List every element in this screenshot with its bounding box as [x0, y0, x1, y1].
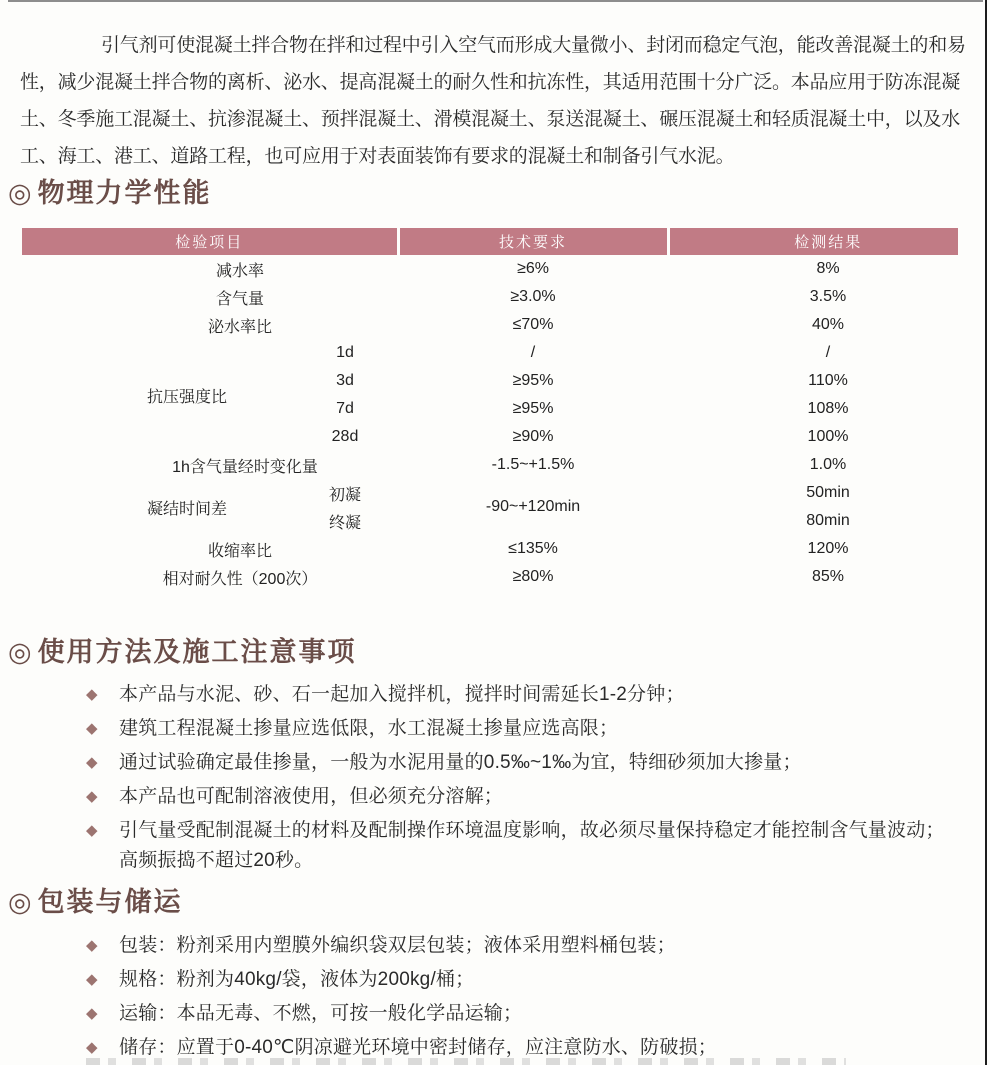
item-cell: 1h含气量经时变化量: [172, 458, 318, 476]
requirement-cell: -90~+120min: [485, 498, 581, 515]
table-row: [22, 535, 958, 563]
stage-cell: 终凝: [329, 514, 362, 532]
item-cell: 泌水率比: [208, 318, 273, 336]
table-row: [22, 255, 958, 283]
age-cell: 7d: [336, 400, 354, 417]
result-cell: /: [825, 344, 831, 361]
requirement-cell: ≥80%: [512, 568, 554, 585]
requirement-cell: ≥90%: [512, 428, 554, 445]
section-marker-icon: ◎: [8, 178, 34, 208]
bullet-text: 本产品与水泥、砂、石一起加入搅拌机，搅拌时间需延长1-2分钟；: [119, 684, 685, 705]
physical-properties-table: [22, 228, 958, 591]
column-header-item: 检验项目: [22, 228, 398, 255]
result-cell: 3.5%: [809, 288, 847, 305]
list-item: [0, 965, 990, 995]
diamond-bullet-icon: ◆: [86, 937, 98, 954]
result-cell: 1.0%: [809, 456, 847, 473]
section-marker-icon: ◎: [8, 637, 34, 667]
result-cell: 110%: [808, 372, 848, 389]
table-row: [22, 479, 958, 507]
list-item: [0, 748, 990, 778]
result-cell: 50min: [806, 484, 850, 501]
stage-cell: 初凝: [329, 486, 362, 504]
bullet-text: 规格：粉剂为40kg/袋，液体为200kg/桶；: [119, 969, 475, 990]
usage-bullet-list: [0, 680, 990, 876]
right-edge-line: [985, 0, 987, 1065]
intro-paragraph: 引气剂可使混凝土拌合物在拌和过程中引入空气而形成大量微小、封闭而稳定气泡，能改善混凝土的和易性，减少混凝土拌合物的离析、泌水、提高混凝土的耐久性和抗冻性，其适用范围十分广泛。本品应用于防冻混凝土、冬季施工混凝土、抗渗混凝土、预拌混凝土、滑模混凝土、泵送混凝土、碾压混凝土和轻质混凝土中，以及水工、海工、港工、道路工程，也可应用于对表面装饰有要求的混凝土和制备引气水泥。: [20, 35, 966, 167]
requirement-cell: /: [530, 344, 536, 361]
section-title: 物理力学性能: [37, 178, 212, 208]
age-cell: 28d: [331, 428, 359, 445]
result-cell: 100%: [807, 428, 849, 445]
table-row: [22, 339, 958, 367]
section-title: 使用方法及施工注意事项: [37, 637, 357, 667]
list-item: [0, 999, 990, 1029]
diamond-bullet-icon: ◆: [86, 686, 98, 703]
diamond-bullet-icon: ◆: [86, 822, 98, 839]
result-cell: 108%: [807, 400, 849, 417]
packaging-bullet-list: [0, 931, 990, 1063]
table-row: [22, 283, 958, 311]
column-header-result: 检测结果: [668, 228, 958, 255]
item-cell: 收缩率比: [208, 542, 273, 560]
column-header-requirement: 技术要求: [398, 228, 668, 255]
section-title: 包装与储运: [37, 887, 183, 917]
result-cell: 8%: [816, 260, 840, 277]
requirement-cell: ≥95%: [512, 400, 554, 417]
result-cell: 120%: [807, 540, 849, 557]
section-heading-packaging: [8, 886, 990, 918]
diamond-bullet-icon: ◆: [86, 971, 98, 988]
bullet-text: 本产品也可配制溶液使用，但必须充分溶解；: [119, 786, 504, 807]
result-cell: 80min: [806, 512, 850, 529]
list-item: [0, 782, 990, 812]
result-cell: 85%: [812, 568, 845, 585]
bullet-text: 运输：本品无毒、不燃，可按一般化学品运输；: [119, 1003, 523, 1024]
section-heading-usage: [8, 636, 990, 668]
diamond-bullet-icon: ◆: [86, 754, 98, 771]
age-cell: 1d: [336, 344, 354, 361]
group-label-cell: 抗压强度比: [146, 388, 227, 406]
list-item: [0, 931, 990, 961]
requirement-cell: -1.5~+1.5%: [491, 456, 575, 473]
bullet-text: 建筑工程混凝土掺量应选低限，水工混凝土掺量应选高限；: [119, 718, 619, 739]
requirement-cell: ≥95%: [512, 372, 554, 389]
item-cell: 含气量: [216, 290, 265, 308]
diamond-bullet-icon: ◆: [86, 788, 98, 805]
result-cell: 40%: [812, 316, 845, 333]
bullet-text: 包装：粉剂采用内塑膜外编织袋双层包装；液体采用塑料桶包装；: [119, 935, 676, 956]
item-cell: 减水率: [216, 262, 265, 280]
requirement-cell: ≤70%: [512, 316, 554, 333]
table-row: [22, 311, 958, 339]
requirement-cell: ≥3.0%: [510, 288, 556, 305]
section-marker-icon: ◎: [8, 887, 34, 917]
diamond-bullet-icon: ◆: [86, 1005, 98, 1022]
age-cell: 3d: [336, 372, 354, 389]
diamond-bullet-icon: ◆: [86, 1039, 98, 1056]
top-divider-line: [8, 0, 983, 2]
table-header-row: [22, 228, 958, 255]
table-row: [22, 451, 958, 479]
list-item: [0, 714, 990, 744]
list-item: [0, 680, 990, 710]
group-label-cell: 凝结时间差: [146, 500, 227, 518]
requirement-cell: ≤135%: [508, 540, 558, 557]
item-cell: 相对耐久性（200次）: [162, 570, 318, 588]
list-item: [0, 816, 990, 876]
bullet-text: 引气量受配制混凝土的材料及配制操作环境温度影响，故必须尽量保持稳定才能控制含气量波动；高频振捣不超过20秒。: [119, 820, 945, 871]
requirement-cell: ≥6%: [517, 260, 549, 277]
table-row: [22, 563, 958, 591]
section-heading-physical: [8, 177, 990, 209]
diamond-bullet-icon: ◆: [86, 720, 98, 737]
bullet-text: 储存：应置于0-40℃阴凉避光环境中密封储存，应注意防水、防破损；: [119, 1037, 717, 1058]
bullet-text: 通过试验确定最佳掺量，一般为水泥用量的0.5‰~1‰为宜，特细砂须加大掺量；: [119, 752, 802, 773]
cutoff-text-line: [86, 1058, 846, 1065]
